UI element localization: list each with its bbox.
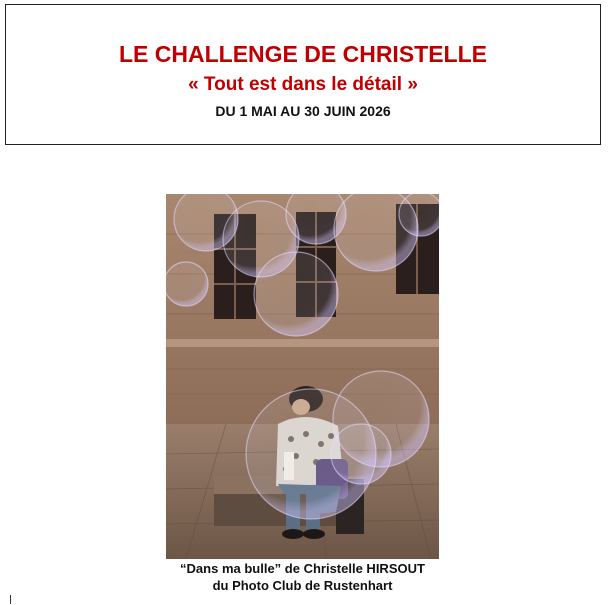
photo-caption-club: du Photo Club de Rustenhart — [212, 578, 393, 593]
featured-photo — [166, 194, 439, 559]
photo-caption-title: “Dans ma bulle” de Christelle HIRSOUT — [180, 561, 425, 576]
title-box — [5, 4, 601, 145]
challenge-title: LE CHALLENGE DE CHRISTELLE — [118, 41, 487, 67]
photo-illustration — [166, 194, 439, 559]
challenge-dates: DU 1 MAI AU 30 JUIN 2026 — [215, 103, 391, 119]
challenge-subtitle: « Tout est dans le détail » — [188, 74, 418, 95]
text-cursor — [10, 595, 11, 604]
